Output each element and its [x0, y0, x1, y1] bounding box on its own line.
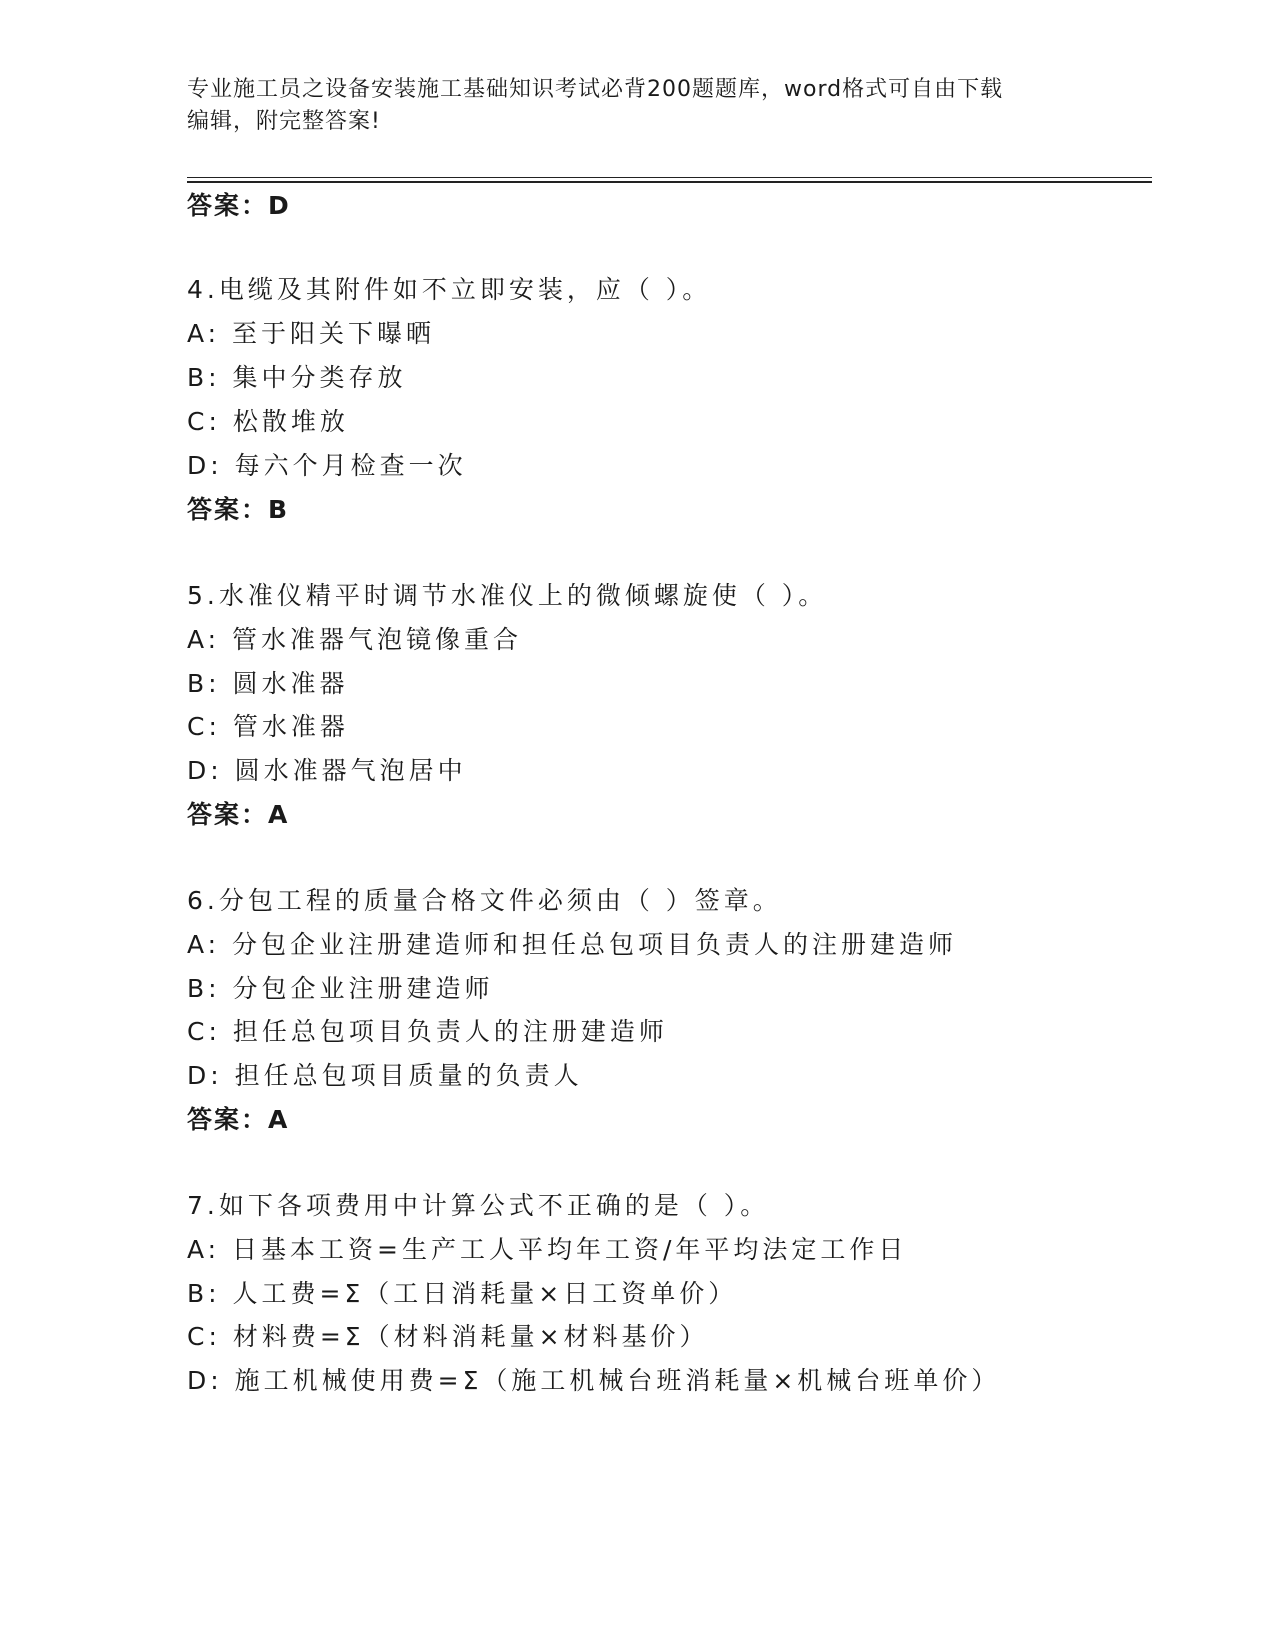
option-a: A: 管水准器气泡镜像重合: [187, 625, 523, 654]
header-rule-thin: [187, 177, 1152, 178]
document-header: [187, 74, 1077, 138]
option-a: A: 日基本工资=生产工人平均年工资/年平均法定工作日: [187, 1235, 908, 1264]
option-b: B: 集中分类存放: [187, 363, 407, 392]
question-stem: 6.分包工程的质量合格文件必须由（ ）签章。: [187, 886, 782, 915]
answer: 答案：B: [187, 495, 290, 524]
answer-prev: 答案：D: [187, 191, 291, 220]
answer: 答案：A: [187, 1105, 290, 1134]
option-c: C: 松散堆放: [187, 407, 349, 436]
question-stem: 7.如下各项费用中计算公式不正确的是（ ）。: [187, 1191, 770, 1220]
option-d: D: 担任总包项目质量的负责人: [187, 1061, 583, 1090]
option-d: D: 施工机械使用费=Σ（施工机械台班消耗量×机械台班单价）: [187, 1366, 1001, 1395]
option-d: D: 每六个月检查一次: [187, 451, 467, 480]
option-b: B: 分包企业注册建造师: [187, 974, 494, 1003]
header-title-line1: 专业施工员之设备安装施工基础知识考试必背200题题库，word格式可自由下载: [187, 77, 1004, 102]
option-c: C: 材料费=Σ（材料消耗量×材料基价）: [187, 1322, 709, 1351]
option-a: A: 至于阳关下曝晒: [187, 319, 436, 348]
option-c: C: 担任总包项目负责人的注册建造师: [187, 1017, 668, 1046]
question-stem: 5.水准仪精平时调节水准仪上的微倾螺旋使（ ）。: [187, 581, 828, 610]
option-b: B: 人工费=Σ（工日消耗量×日工资单价）: [187, 1279, 738, 1308]
header-rule-thick: [187, 181, 1152, 183]
header-title-line2: 编辑，附完整答案!: [187, 109, 381, 134]
option-b: B: 圆水准器: [187, 669, 349, 698]
option-d: D: 圆水准器气泡居中: [187, 756, 467, 785]
question-stem: 4.电缆及其附件如不立即安装，应（ ）。: [187, 275, 712, 304]
option-c: C: 管水准器: [187, 712, 349, 741]
answer: 答案：A: [187, 800, 290, 829]
option-a: A: 分包企业注册建造师和担任总包项目负责人的注册建造师: [187, 930, 958, 959]
